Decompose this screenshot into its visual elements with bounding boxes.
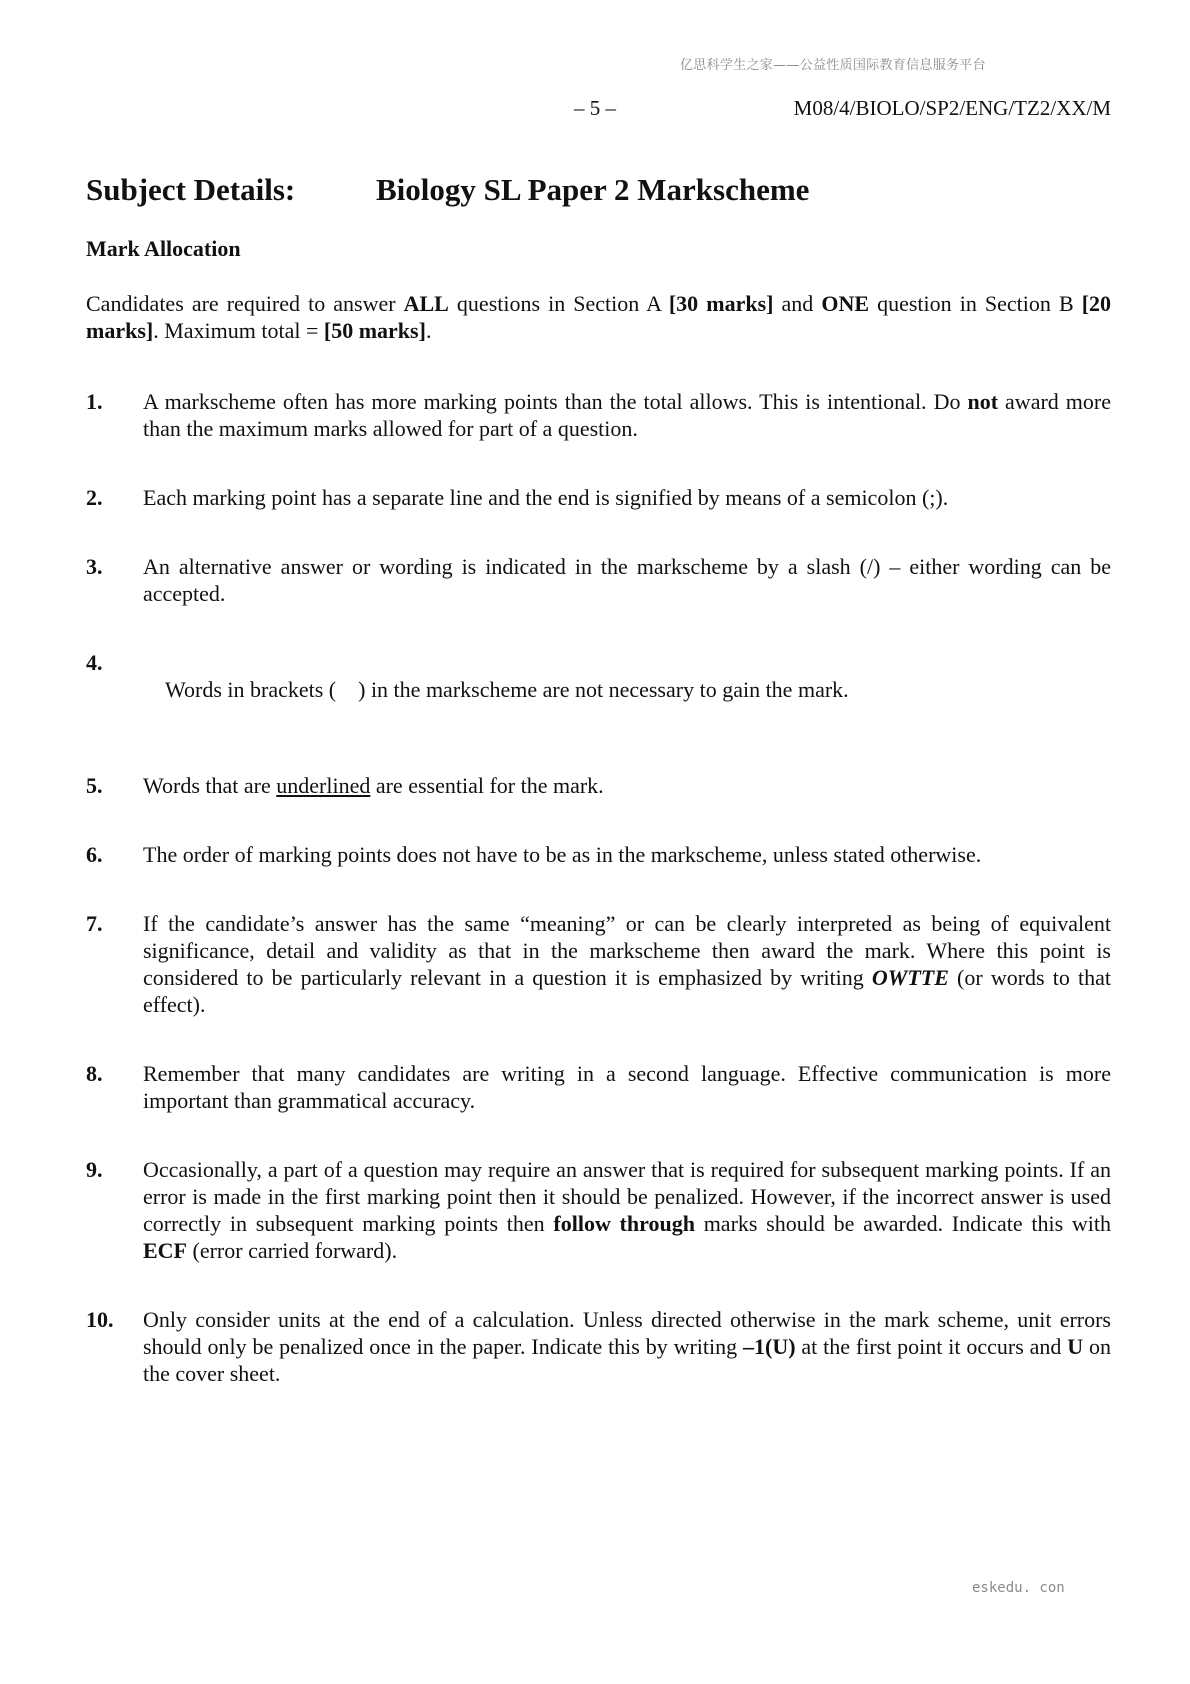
intro-text: questions in Section A <box>448 291 669 316</box>
subject-label: Subject Details: <box>86 172 296 207</box>
rule-number: 10. <box>86 1307 114 1332</box>
rule-number: 6. <box>86 842 103 867</box>
rule-text: Occasionally, a part of a question may require an answer that is required for subsequent marking points. If an error is made in the first marking point then it should be penalized. However, if the incorrect answer is used correctly in subsequent marking points then <box>143 1157 1111 1236</box>
rule-number: 1. <box>86 389 103 414</box>
subject-title: Biology SL Paper 2 Markscheme <box>376 172 810 207</box>
intro-bold: ALL <box>403 291 449 316</box>
rule-item <box>86 841 1111 868</box>
rule-item <box>86 484 1111 511</box>
intro-text: . Maximum total = <box>153 318 324 343</box>
rule-text: Words that are <box>143 773 277 798</box>
rule-bold: U <box>1067 1334 1084 1359</box>
rule-item <box>86 910 1111 1018</box>
rule-bold: –1(U) <box>743 1334 796 1359</box>
rule-number: 3. <box>86 554 103 579</box>
document-code: M08/4/BIOLO/SP2/ENG/TZ2/XX/M <box>793 96 1111 120</box>
rule-item <box>86 388 1111 442</box>
intro-bold: ONE <box>821 291 870 316</box>
rule-text: at the first point it occurs and <box>795 1334 1068 1359</box>
page-number: – 5 – <box>574 96 616 120</box>
rule-text: award more than the maximum marks allowed for part of a question. <box>143 389 1111 441</box>
intro-bold: [20 marks] <box>86 291 1112 343</box>
rule-item <box>86 1306 1111 1387</box>
mark-allocation-heading: Mark Allocation <box>86 236 241 261</box>
rule-text: A markscheme often has more marking points than the total allows. This is intentional. Do <box>143 389 968 414</box>
rule-text: (or words to that effect). <box>143 965 1111 1017</box>
rule-text: Remember that many candidates are writing in a second language. Effective communication is more important than grammatical accuracy. <box>143 1061 1111 1113</box>
rule-number: 4. <box>86 650 103 675</box>
mark-allocation-intro <box>86 290 1111 344</box>
rule-text: If the candidate’s answer has the same “meaning” or can be clearly interpreted as being of equivalent significance, detail and validity as that in the markscheme then award the mark. Where this point is considered to be particularly relevant in a question it is emphasized by writing <box>143 911 1111 990</box>
rule-text: The order of marking points does not have to be as in the markscheme, unless stated otherwise. <box>143 842 982 867</box>
rule-text: are essential for the mark. <box>370 773 604 798</box>
rule-item <box>86 1060 1111 1114</box>
rule-item <box>86 649 1111 730</box>
intro-text: and <box>773 291 822 316</box>
rule-number: 9. <box>86 1157 103 1182</box>
rule-text: Words in brackets ( ) in the markscheme are not necessary to gain the mark. <box>165 677 849 702</box>
rule-text: marks should be awarded. Indicate this with <box>694 1211 1112 1236</box>
marking-rules-list <box>86 388 1111 1387</box>
rule-bold: ECF <box>143 1238 187 1263</box>
rule-bold: not <box>967 389 999 414</box>
rule-number: 7. <box>86 911 103 936</box>
footer-watermark: eskedu. con <box>972 1580 1065 1596</box>
intro-text: . <box>425 318 432 343</box>
intro-bold: [30 marks] <box>668 291 774 316</box>
rule-text: (error carried forward). <box>187 1238 398 1263</box>
rule-number: 8. <box>86 1061 103 1086</box>
header-watermark: 亿思科学生之家——公益性质国际教育信息服务平台 <box>680 58 986 73</box>
rule-item <box>86 772 1111 799</box>
rule-text: Each marking point has a separate line and the end is signified by means of a semicolon (;). <box>143 485 949 510</box>
rule-number: 5. <box>86 773 103 798</box>
rule-bold-italic: OWTTE <box>871 965 949 990</box>
rule-number: 2. <box>86 485 103 510</box>
intro-bold: [50 marks] <box>323 318 426 343</box>
intro-text: Candidates are required to answer <box>86 291 404 316</box>
rule-bold: follow through <box>553 1211 695 1236</box>
intro-text: question in Section B <box>869 291 1082 316</box>
subject-details <box>86 172 1116 208</box>
rule-text: An alternative answer or wording is indicated in the markscheme by a slash (/) – either wording can be accepted. <box>143 554 1111 606</box>
rule-underlined: underlined <box>276 773 371 798</box>
rule-text: Only consider units at the end of a calculation. Unless directed otherwise in the mark scheme, unit errors should only be penalized once in the paper. Indicate this by writing <box>143 1307 1111 1359</box>
rule-item <box>86 553 1111 607</box>
rule-item <box>86 1156 1111 1264</box>
rule-text: on the cover sheet. <box>143 1334 1111 1386</box>
